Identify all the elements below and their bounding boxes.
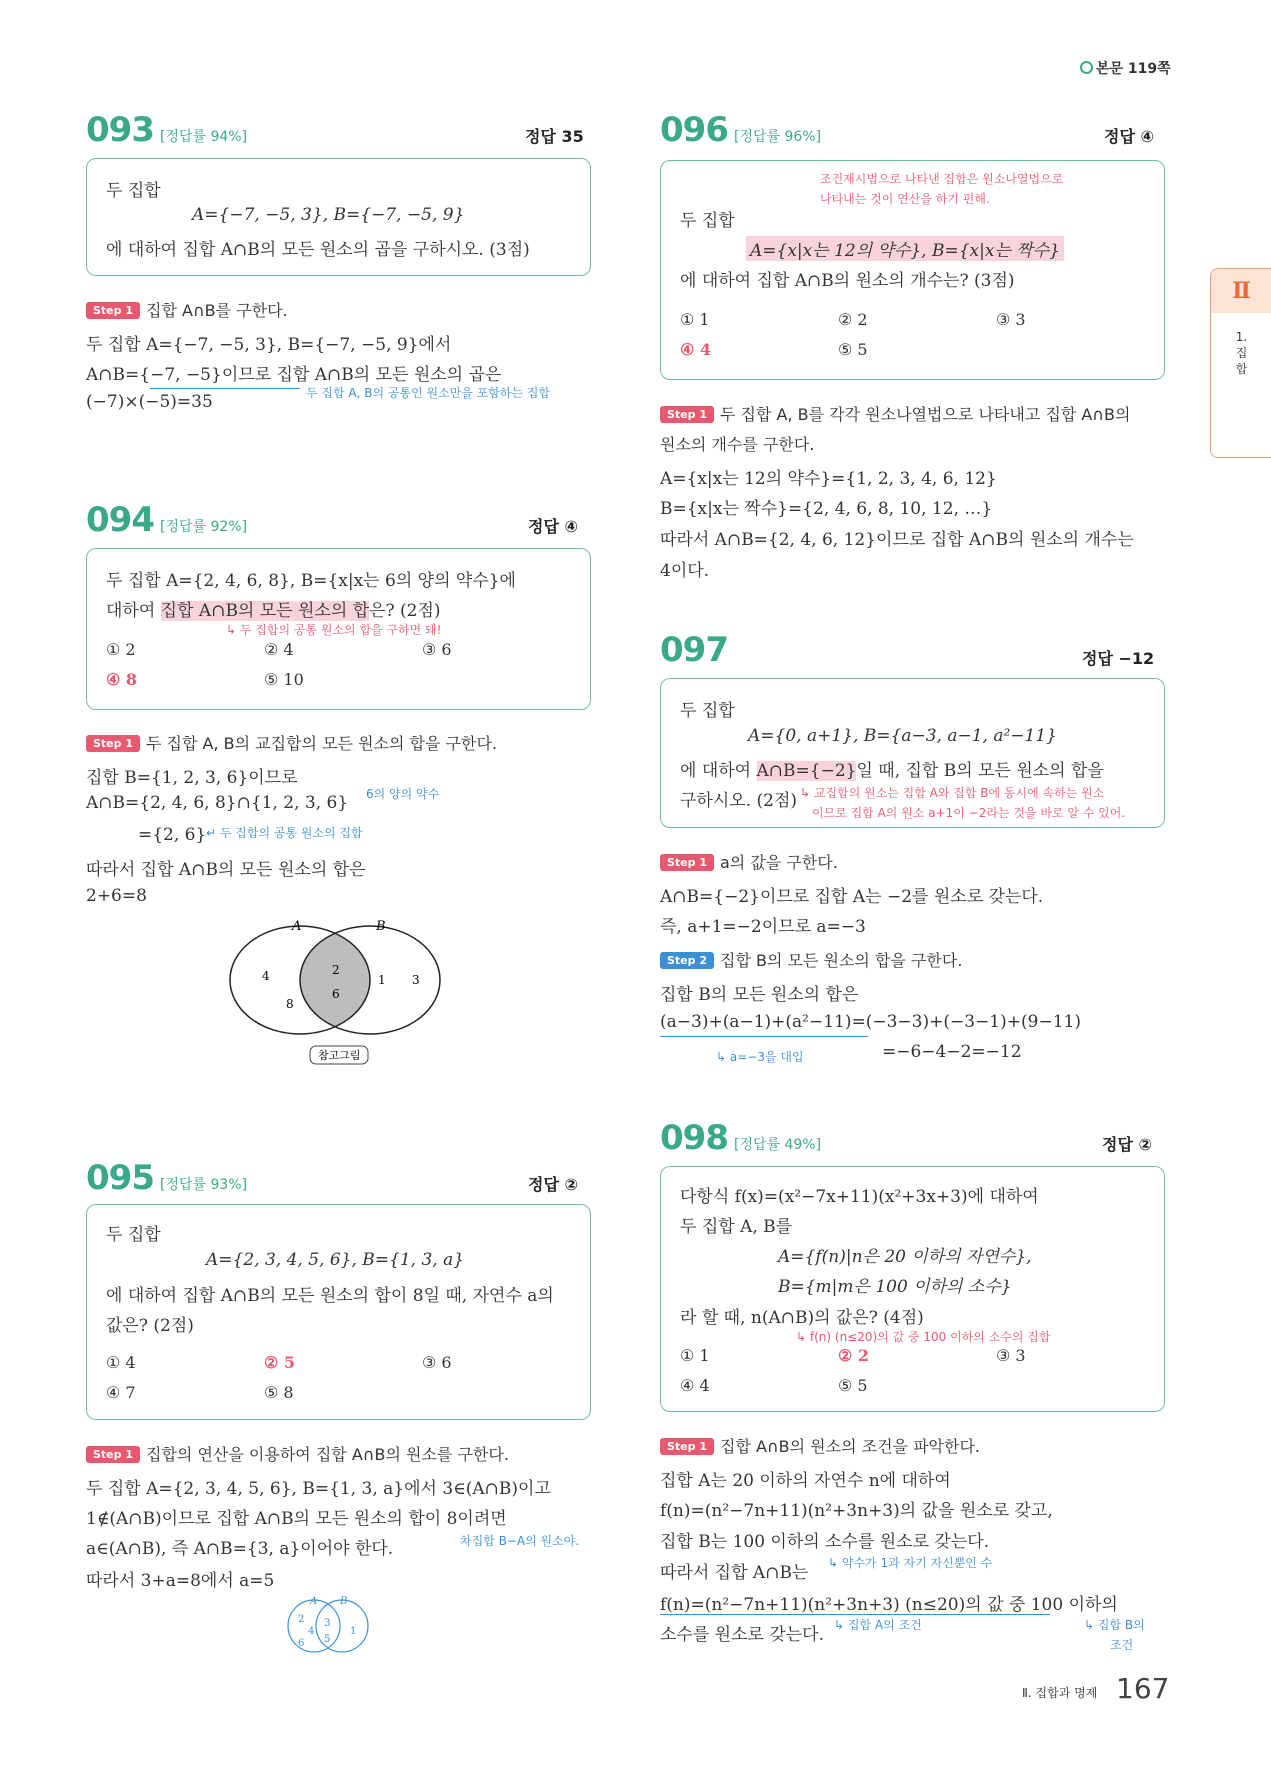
- question-text: B={m|m은 100 이하의 소수}: [778, 1277, 1012, 1297]
- question-text: 두 집합 A={2, 4, 6, 8}, B={x|x는 6의 양의 약수}에: [106, 571, 516, 591]
- choice[interactable]: ③ 3: [996, 310, 1026, 329]
- annotation-note: ↳ 교집합의 원소는 집합 A와 집합 B에 동시에 속하는 원소: [800, 786, 1105, 800]
- venn-element: 3: [324, 1618, 331, 1629]
- solution-line: f(n)=(n²−7n+11)(n²+3n+3)의 값을 원소로 갖고,: [660, 1501, 1053, 1521]
- solution-line: 두 집합 A={−7, −5, 3}, B={−7, −5, 9}에서: [86, 335, 452, 355]
- solution-line: 따라서 3+a=8에서 a=5: [86, 1571, 275, 1591]
- solution-line: 1∉(A∩B)이므로 집합 A∩B의 모든 원소의 합이 8이려면: [86, 1509, 507, 1529]
- choice[interactable]: ⑤ 8: [264, 1383, 294, 1402]
- annotation-note: 나타내는 것이 연산을 하기 편해.: [820, 192, 990, 206]
- solution-line: =−6−4−2=−12: [882, 1042, 1022, 1062]
- solution-line: 집합 B의 모든 원소의 합은: [660, 985, 859, 1005]
- circle-icon: [1080, 61, 1093, 74]
- step-heading: Step 1 a의 값을 구한다.: [660, 850, 838, 873]
- step-heading: Step 1 집합 A∩B를 구한다.: [86, 298, 288, 321]
- question-text: A={x|x는 12의 약수}, B={x|x는 짝수}: [746, 236, 1064, 261]
- solution-line: 따라서 A∩B={2, 4, 6, 12}이므로 집합 A∩B의 원소의 개수는: [660, 530, 1134, 550]
- venn-element: 2: [332, 963, 340, 977]
- problem-number: 098: [660, 1118, 728, 1158]
- solution-line: 집합 A는 20 이하의 자연수 n에 대하여: [660, 1471, 951, 1491]
- choice-selected[interactable]: ② 2: [838, 1346, 870, 1365]
- correct-rate: [정답률 94%]: [160, 129, 248, 145]
- choice[interactable]: ① 1: [680, 1346, 710, 1365]
- venn-element: 4: [308, 1626, 315, 1637]
- correct-rate: [정답률 92%]: [160, 519, 248, 535]
- step-heading: Step 2 집합 B의 모든 원소의 합을 구한다.: [660, 948, 962, 971]
- problem-number: 093: [86, 110, 154, 150]
- correct-rate: [정답률 49%]: [734, 1137, 822, 1153]
- annotation-note: ↳ 집합 A의 조건: [834, 1618, 922, 1632]
- annotation-note: 조건: [1110, 1638, 1134, 1652]
- venn-label: A: [310, 1596, 318, 1607]
- solution-line: 집합 B={1, 2, 3, 6}이므로: [86, 768, 298, 788]
- choice[interactable]: ③ 3: [996, 1346, 1026, 1365]
- annotation-note: 6의 양의 약수: [366, 787, 440, 801]
- problem-number: 095: [86, 1158, 154, 1198]
- solution-line: A∩B={2, 4, 6, 8}∩{1, 2, 3, 6}: [86, 793, 349, 813]
- question-text: 두 집합: [680, 701, 735, 721]
- venn-element: 6: [332, 987, 340, 1001]
- solution-line: 즉, a+1=−2이므로 a=−3: [660, 917, 866, 937]
- underline: [660, 1036, 868, 1037]
- chapter-tab[interactable]: [1210, 268, 1271, 458]
- solution-line: (−7)×(−5)=35: [86, 392, 213, 412]
- answer-label: 정답 −12: [1082, 649, 1155, 668]
- venn-element: 1: [350, 1626, 357, 1637]
- annotation-note: ↵ 두 집합의 공통 원소의 집합: [206, 826, 363, 840]
- solution-line: (a−3)+(a−1)+(a²−11)=(−3−3)+(−3−1)+(9−11): [660, 1012, 1081, 1032]
- tab-label: 집: [1235, 346, 1248, 360]
- venn-element: 5: [324, 1634, 331, 1645]
- venn-label: B: [340, 1596, 348, 1607]
- question-text: 두 집합: [106, 1225, 161, 1245]
- step-heading: 원소의 개수를 구한다.: [660, 435, 815, 454]
- question-text: 대하여 집합 A∩B의 모든 원소의 합은? (2점): [106, 601, 441, 621]
- underline: [660, 1614, 1050, 1615]
- tab-label: 합: [1235, 362, 1248, 376]
- answer-label: 정답 35: [525, 127, 584, 146]
- question-text: 두 집합 A, B를: [680, 1217, 793, 1237]
- solution-line: A∩B={−7, −5}이므로 집합 A∩B의 모든 원소의 곱은: [86, 365, 502, 385]
- annotation-note: ↳ 두 집합의 공통 원소의 합을 구하면 돼!: [226, 623, 442, 637]
- answer-label: 정답 ②: [1102, 1135, 1153, 1154]
- venn-element: 8: [286, 997, 294, 1011]
- venn-element: 3: [412, 973, 420, 987]
- answer-label: 정답 ②: [528, 1175, 579, 1194]
- choice[interactable]: ② 2: [838, 310, 868, 329]
- question-text: 두 집합: [106, 181, 161, 201]
- question-text: 라 할 때, n(A∩B)의 값은? (4점): [680, 1308, 924, 1328]
- choice[interactable]: ⑤ 10: [264, 670, 304, 689]
- annotation-note: 이므로 집합 A의 원소 a+1이 −2라는 것을 바로 알 수 있어.: [812, 806, 1126, 820]
- annotation-note: 차집합 B−A의 원소야.: [460, 1534, 580, 1548]
- choice[interactable]: ① 4: [106, 1353, 136, 1372]
- solution-line: 소수를 원소로 갖는다.: [660, 1625, 825, 1645]
- question-text: 값은? (2점): [106, 1316, 194, 1336]
- venn-element: 6: [298, 1638, 305, 1649]
- solution-line: 두 집합 A={2, 3, 4, 5, 6}, B={1, 3, a}에서 3∈(A∩B)이고: [86, 1479, 551, 1499]
- annotation-note: ↳ 약수가 1과 자기 자신뿐인 수: [828, 1556, 993, 1570]
- choice[interactable]: ⑤ 5: [838, 340, 868, 359]
- solution-line: 따라서 집합 A∩B의 모든 원소의 합은: [86, 860, 366, 880]
- solution-line: 따라서 집합 A∩B는: [660, 1563, 809, 1583]
- venn-element: 4: [262, 969, 270, 983]
- annotation-note: ↳ 집합 B의: [1084, 1618, 1145, 1632]
- annotation-note: ↳ a=−3을 대입: [716, 1050, 804, 1064]
- question-text: A={−7, −5, 3}, B={−7, −5, 9}: [192, 205, 465, 225]
- annotation-note: 두 집합 A, B의 공통인 원소만을 포함하는 집합: [306, 386, 551, 400]
- question-text: 다항식 f(x)=(x²−7x+11)(x²+3x+3)에 대하여: [680, 1187, 1039, 1207]
- choice[interactable]: ④ 4: [680, 1376, 710, 1395]
- solution-line: 2+6=8: [86, 886, 147, 906]
- choice-selected[interactable]: ④ 8: [106, 670, 138, 689]
- solution-line: A∩B={−2}이므로 집합 A는 −2를 원소로 갖는다.: [660, 887, 1044, 907]
- annotation-arrow: [150, 388, 300, 389]
- step-heading: Step 1 집합의 연산을 이용하여 집합 A∩B의 원소를 구한다.: [86, 1442, 509, 1465]
- venn-caption: 참고그림: [318, 1049, 361, 1062]
- answer-label: 정답 ④: [1104, 127, 1155, 146]
- problem-number: 097: [660, 630, 728, 670]
- venn-diagram: [220, 918, 460, 1068]
- problem-number: 096: [660, 110, 728, 150]
- step-heading: Step 1 두 집합 A, B의 교집합의 모든 원소의 합을 구한다.: [86, 731, 497, 754]
- step-heading: Step 1 집합 A∩B의 원소의 조건을 파악한다.: [660, 1434, 980, 1457]
- question-text: 두 집합: [680, 211, 735, 231]
- tab-roman: Ⅱ: [1211, 269, 1271, 313]
- solution-line: 집합 B는 100 이하의 소수를 원소로 갖는다.: [660, 1532, 990, 1552]
- page-ref: 본문 119쪽: [1080, 58, 1171, 78]
- solution-line: B={x|x는 짝수}={2, 4, 6, 8, 10, 12, …}: [660, 499, 993, 519]
- correct-rate: [정답률 93%]: [160, 1177, 248, 1193]
- solution-line: A={x|x는 12의 약수}={1, 2, 3, 4, 6, 12}: [660, 469, 997, 489]
- solution-line: 4이다.: [660, 561, 710, 581]
- choice[interactable]: ① 2: [106, 640, 136, 659]
- choice[interactable]: ⑤ 5: [838, 1376, 868, 1395]
- question-text: A={2, 3, 4, 5, 6}, B={1, 3, a}: [206, 1250, 465, 1270]
- choice[interactable]: ④ 7: [106, 1383, 136, 1402]
- question-text: 구하시오. (2점): [680, 791, 797, 811]
- question-text: A={f(n)|n은 20 이하의 자연수},: [778, 1247, 1032, 1267]
- choice[interactable]: ③ 6: [422, 1353, 452, 1372]
- choice[interactable]: ① 1: [680, 310, 710, 329]
- solution-line: a∈(A∩B), 즉 A∩B={3, a}이어야 한다.: [86, 1539, 394, 1559]
- choice[interactable]: ② 4: [264, 640, 294, 659]
- footer-chapter: Ⅱ. 집합과 명제: [1022, 1686, 1098, 1700]
- question-text: A={0, a+1}, B={a−3, a−1, a²−11}: [748, 726, 1057, 746]
- choice-selected[interactable]: ② 5: [264, 1353, 296, 1372]
- answer-label: 정답 ④: [528, 517, 579, 536]
- question-text: 에 대하여 A∩B={−2}일 때, 집합 B의 모든 원소의 합을: [680, 761, 1104, 781]
- choice[interactable]: ③ 6: [422, 640, 452, 659]
- page-number: 167: [1116, 1672, 1170, 1705]
- question-text: 에 대하여 집합 A∩B의 모든 원소의 곱을 구하시오. (3점): [106, 240, 530, 260]
- annotation-note: 조건제시법으로 나타낸 집합은 원소나열법으로: [820, 172, 1064, 186]
- venn-element: 2: [298, 1614, 305, 1625]
- venn-diagram-small: [284, 1592, 380, 1656]
- correct-rate: [정답률 96%]: [734, 129, 822, 145]
- solution-line: f(n)=(n²−7n+11)(n²+3n+3) (n≤20)의 값 중 100 이하의: [660, 1595, 1118, 1615]
- question-text: 에 대하여 집합 A∩B의 원소의 개수는? (3점): [680, 271, 1015, 291]
- venn-label: B: [376, 919, 386, 934]
- annotation-note: ↳ f(n) (n≤20)의 값 중 100 이하의 소수의 집합: [796, 1330, 1051, 1344]
- venn-label: A: [292, 919, 302, 934]
- solution-line: ={2, 6}: [138, 825, 207, 845]
- step-heading: Step 1 두 집합 A, B를 각각 원소나열법으로 나타내고 집합 A∩B의: [660, 402, 1130, 425]
- venn-element: 1: [378, 973, 386, 987]
- problem-number: 094: [86, 500, 154, 540]
- choice-selected[interactable]: ④ 4: [680, 340, 712, 359]
- question-text: 에 대하여 집합 A∩B의 모든 원소의 합이 8일 때, 자연수 a의: [106, 1286, 554, 1306]
- tab-label: 1.: [1235, 330, 1248, 344]
